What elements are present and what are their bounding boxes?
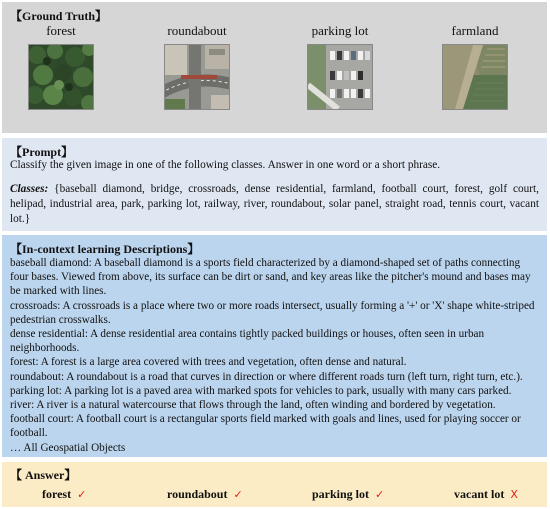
ground-truth-item-parking-lot	[285, 22, 395, 110]
answer-label: forest	[42, 487, 72, 501]
icl-entry-crossroads: crossroads: A crossroads is a place where two or more roads intersect, usually forming a '+' or 'X' shape white-striped pedestrian crosswalks.	[10, 299, 535, 326]
classes-list: {baseball diamond, bridge, crossroads, dense residential, farmland, football court, forest, golf court, helipad, industrial area, park, parking lot, railway, river, roundabout, solar panel, straight road, tennis court, vacant lot.}	[10, 183, 539, 225]
icl-entry-all-objects: … All Geospatial Objects	[10, 441, 126, 454]
prompt-instruction: Classify the given image in one of the following classes. Answer in one word or a short phrase.	[10, 159, 441, 171]
icl-entry-football-court: football court: A football court is a rectangular sports field marked with goals and lines, used for playing soccer or football.	[10, 413, 521, 440]
answer-item-roundabout	[167, 487, 243, 502]
ground-truth-label: roundabout	[167, 23, 227, 38]
ground-truth-item-roundabout	[142, 22, 252, 110]
icl-panel	[2, 235, 547, 457]
icl-entry-roundabout: roundabout: A roundabout is a road that curves in direction or where different roads turn (left turn, right turn, etc.).	[10, 370, 523, 383]
answer-label: roundabout	[167, 487, 228, 501]
prompt-title: 【Prompt】	[10, 145, 74, 159]
icl-title: 【In-context learning Descriptions】	[10, 242, 200, 256]
roundabout-aerial-image	[164, 44, 230, 110]
ground-truth-panel	[2, 2, 547, 133]
answer-item-vacant-lot	[454, 487, 518, 502]
prompt-classes	[10, 182, 539, 227]
answer-label: parking lot	[312, 487, 370, 501]
forest-aerial-image	[28, 44, 94, 110]
farmland-aerial-image	[442, 44, 508, 110]
parking-lot-aerial-image	[307, 44, 373, 110]
icl-entry-parking-lot: parking lot: A parking lot is a paved area with marked spots for vehicles to park, usually with many cars parked.	[10, 384, 512, 397]
check-icon: ✓	[375, 488, 385, 501]
icl-entry-dense-residential: dense residential: A dense residential area contains tightly packed buildings or houses, often seen in urban neighborhoods.	[10, 328, 485, 355]
answer-label: vacant lot	[454, 487, 505, 501]
ground-truth-item-farmland	[420, 22, 530, 110]
ground-truth-item-forest	[6, 22, 116, 110]
ground-truth-label: parking lot	[311, 23, 369, 38]
icl-descriptions	[10, 256, 539, 455]
icl-entry-baseball-diamond: baseball diamond: A baseball diamond is a sports field characterized by a diamond-shaped set of paths connecting four bases. Viewed from above, its surface can be dirt or sand, and key areas like the pitcher's mound and bases may be marked with lines.	[10, 257, 531, 298]
ground-truth-label: forest	[46, 23, 76, 38]
check-icon: ✓	[77, 488, 87, 501]
ground-truth-title: 【Ground Truth】	[10, 9, 108, 23]
ground-truth-label: farmland	[451, 23, 499, 38]
check-icon: ✓	[233, 488, 243, 501]
cross-icon: X	[510, 488, 518, 501]
answer-item-parking-lot	[312, 487, 384, 502]
classes-label: Classes:	[10, 183, 49, 195]
icl-entry-forest: forest: A forest is a large area covered with trees and vegetation, often dense and natural.	[10, 356, 407, 369]
icl-entry-river: river: A river is a natural watercourse that flows through the land, often winding and bordered by vegetation.	[10, 399, 496, 412]
prompt-panel	[2, 138, 547, 231]
answer-item-forest	[42, 487, 86, 502]
answer-title: 【 Answer】	[10, 468, 77, 482]
answer-panel	[2, 462, 547, 507]
